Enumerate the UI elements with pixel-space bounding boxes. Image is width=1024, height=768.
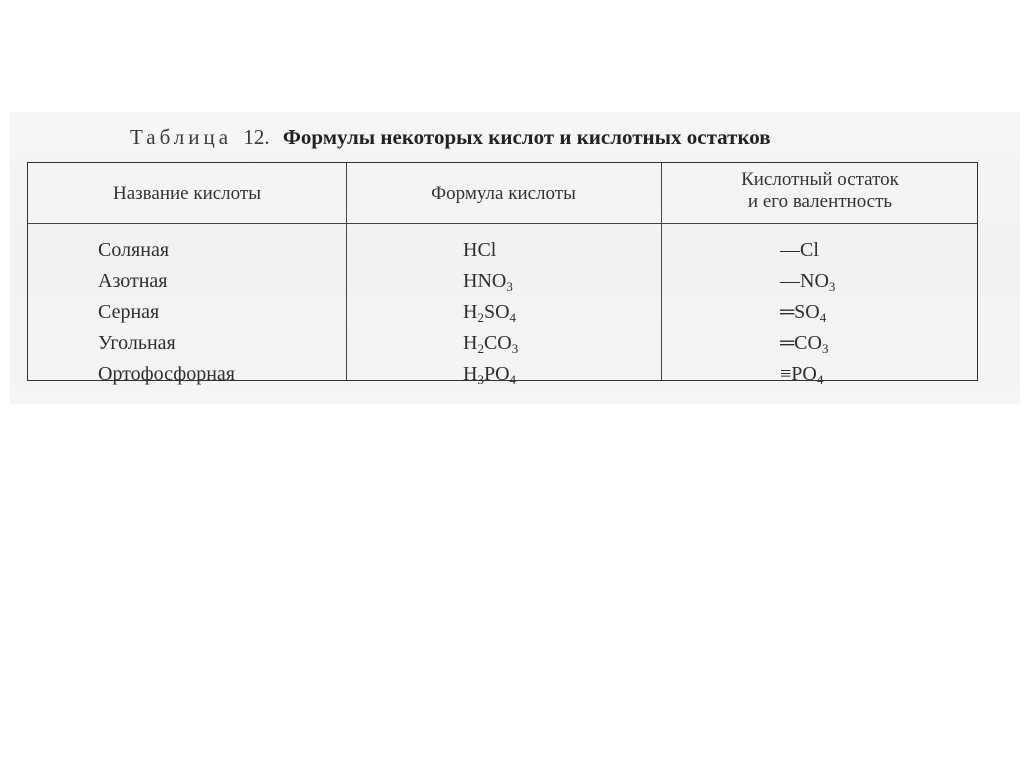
formula-part: ≡PO (780, 363, 817, 385)
acid-formula (463, 235, 496, 266)
acid-formula (463, 359, 516, 390)
table-row (28, 297, 979, 328)
formula-part: H (463, 301, 478, 323)
subscript: 4 (509, 372, 517, 387)
subscript: 3 (477, 372, 484, 387)
formula-part: H (463, 332, 478, 354)
acid-name: Ортофосфорная (98, 363, 235, 385)
subscript: 3 (828, 279, 836, 294)
formula-part: HCl (463, 239, 497, 261)
table-row (28, 359, 979, 390)
acid-formula (463, 266, 513, 297)
acid-name: Угольная (98, 332, 176, 354)
caption-number: 12. (243, 125, 270, 149)
acid-residue (780, 266, 835, 297)
table-row (28, 235, 979, 266)
table-body (28, 235, 979, 390)
formula-part: H (463, 363, 478, 385)
caption-label: Таблица (130, 125, 233, 149)
acid-residue (780, 297, 826, 328)
subscript: 4 (509, 310, 517, 325)
formula-part: —Cl (780, 239, 819, 261)
acid-name: Серная (98, 301, 160, 323)
header-divider (28, 223, 977, 224)
caption-title: Формулы некоторых кислот и кислотных остатков (282, 125, 771, 149)
table-row (28, 328, 979, 359)
acid-residue (780, 328, 828, 359)
acid-name: Азотная (98, 270, 168, 292)
acid-formula (463, 297, 516, 328)
acid-formula (463, 328, 518, 359)
subscript: 4 (819, 310, 827, 325)
header-residue-line2: и его валентность (747, 191, 893, 212)
formula-part: ═CO (780, 332, 822, 354)
formula-part: —NO (780, 270, 829, 292)
acid-residue (780, 359, 823, 390)
header-residue-line1: Кислотный остаток (741, 169, 899, 190)
subscript: 4 (816, 372, 824, 387)
table-caption (130, 125, 930, 150)
subscript: 3 (506, 279, 513, 294)
header-acid-name: Название кислоты (113, 183, 261, 204)
subscript: 3 (821, 341, 829, 356)
acids-table (27, 162, 978, 387)
formula-part: PO (483, 363, 510, 385)
header-acid-formula: Формула кислоты (431, 183, 576, 204)
formula-part: ═SO (780, 301, 820, 323)
subscript: 2 (477, 310, 484, 325)
subscript: 3 (511, 341, 519, 356)
formula-part: CO (483, 332, 512, 354)
formula-part: HNO (463, 270, 507, 292)
acid-residue (780, 235, 819, 266)
table-row (28, 266, 979, 297)
header-acid-residue (661, 169, 979, 213)
formula-part: SO (483, 301, 510, 323)
acid-name: Соляная (98, 239, 170, 261)
subscript: 2 (477, 341, 484, 356)
